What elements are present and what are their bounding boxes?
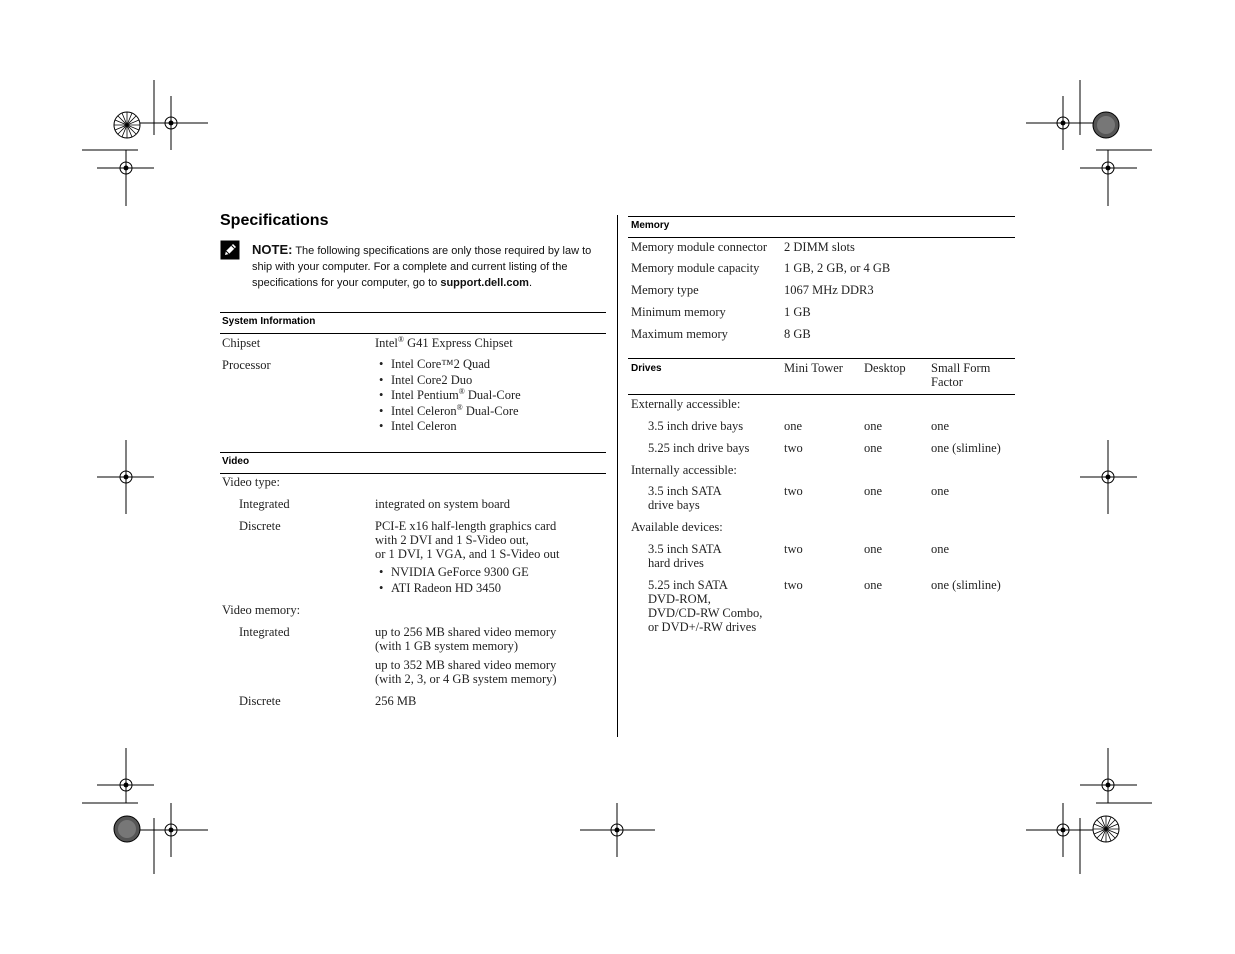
label-line: 3.5 inch SATA bbox=[648, 542, 722, 556]
col-mini-tower: Mini Tower bbox=[784, 361, 843, 375]
label-line: 3.5 inch SATA bbox=[648, 484, 722, 498]
registered-mark: ® bbox=[397, 334, 404, 344]
table-rule bbox=[628, 237, 1015, 238]
drives-header: Drives bbox=[631, 363, 662, 374]
video-memory-label: Video memory: bbox=[222, 603, 301, 617]
processor-name: Intel Celeron bbox=[391, 403, 457, 418]
video-mem-discrete-label: Discrete bbox=[239, 694, 281, 708]
cell-sff: one bbox=[931, 419, 950, 433]
label-line: DVD-ROM, bbox=[648, 592, 711, 606]
video-card-list bbox=[375, 565, 529, 596]
list-item bbox=[375, 388, 521, 404]
chipset-value-post: G41 Express Chipset bbox=[404, 336, 513, 350]
note-label: NOTE: bbox=[252, 242, 293, 257]
discrete-line: with 2 DVI and 1 S-Video out, bbox=[375, 533, 529, 547]
cell-sff: one bbox=[931, 484, 950, 498]
col-desktop: Desktop bbox=[864, 361, 906, 375]
memory-row-label: Memory module connector bbox=[631, 240, 768, 254]
cell-sff: one (slimline) bbox=[931, 441, 1001, 455]
mem-line: up to 256 MB shared video memory bbox=[375, 625, 557, 639]
discrete-line: PCI-E x16 half-length graphics card bbox=[375, 519, 557, 533]
memory-header: Memory bbox=[631, 220, 670, 231]
label-line: hard drives bbox=[648, 556, 704, 570]
external-label: Externally accessible: bbox=[631, 397, 741, 411]
system-info-header: System Information bbox=[222, 316, 316, 327]
mem-line: (with 1 GB system memory) bbox=[375, 639, 519, 653]
video-mem-discrete-value: 256 MB bbox=[375, 694, 417, 708]
cell-mini: one bbox=[784, 419, 803, 433]
registered-mark: ® bbox=[456, 402, 463, 412]
note-body: The following specifications are only those required by law to ship with your computer. For a complete and current listing of the specifications for your computer, go to bbox=[252, 245, 592, 289]
col-sff-line: Factor bbox=[931, 375, 963, 389]
video-mem-integrated-label: Integrated bbox=[239, 625, 290, 639]
video-integrated-value: integrated on system board bbox=[375, 497, 511, 511]
table-rule bbox=[220, 333, 606, 334]
chipset-label: Chipset bbox=[222, 336, 261, 350]
discrete-line: or 1 DVI, 1 VGA, and 1 S-Video out bbox=[375, 547, 560, 561]
processor-name: Intel Celeron bbox=[391, 419, 457, 433]
cell-desktop: one bbox=[864, 441, 883, 455]
cell-mini: two bbox=[784, 542, 803, 556]
cell-sff: one (slimline) bbox=[931, 578, 1001, 592]
note-pencil-icon bbox=[220, 240, 240, 260]
memory-row-value: 8 GB bbox=[784, 327, 811, 341]
table-rule bbox=[220, 452, 606, 453]
video-header: Video bbox=[222, 456, 250, 467]
label-line: or DVD+/-RW drives bbox=[648, 620, 757, 634]
support-link[interactable]: support.dell.com bbox=[440, 277, 529, 289]
processor-list bbox=[375, 357, 521, 435]
video-type-label: Video type: bbox=[222, 475, 280, 489]
memory-row-value: 1 GB bbox=[784, 305, 811, 319]
drive-row-label bbox=[648, 542, 722, 570]
memory-row-value: 1 GB, 2 GB, or 4 GB bbox=[784, 261, 891, 275]
video-mem-integrated-value bbox=[375, 625, 557, 686]
col-sff-line: Small Form bbox=[931, 361, 991, 375]
list-item bbox=[375, 419, 521, 435]
processor-name: Intel Pentium bbox=[391, 388, 459, 402]
memory-row-label: Memory module capacity bbox=[631, 261, 760, 275]
processor-suffix: Dual-Core bbox=[464, 388, 521, 402]
label-line: drive bays bbox=[648, 498, 700, 512]
table-rule bbox=[220, 473, 606, 474]
note-period: . bbox=[528, 277, 533, 289]
cell-desktop: one bbox=[864, 484, 883, 498]
chipset-value-pre: Intel bbox=[375, 336, 398, 350]
page-title: Specifications bbox=[220, 212, 329, 229]
list-item bbox=[375, 357, 521, 373]
processor-label: Processor bbox=[222, 358, 271, 372]
column-divider bbox=[617, 215, 618, 737]
drive-row-label: 3.5 inch drive bays bbox=[648, 419, 744, 433]
available-label: Available devices: bbox=[631, 520, 723, 534]
memory-row-label: Maximum memory bbox=[631, 327, 728, 341]
list-item: • ATI Radeon HD 3450 bbox=[375, 581, 529, 597]
drive-row-label bbox=[648, 578, 762, 634]
mem-line: (with 2, 3, or 4 GB system memory) bbox=[375, 672, 557, 686]
table-rule bbox=[628, 358, 1015, 359]
mem-line: up to 352 MB shared video memory bbox=[375, 658, 557, 672]
cell-mini: two bbox=[784, 578, 803, 592]
table-rule bbox=[220, 312, 606, 313]
processor-name: Intel Core™2 Quad bbox=[391, 357, 491, 371]
col-small-form-factor bbox=[931, 361, 990, 389]
memory-row-label: Minimum memory bbox=[631, 305, 726, 319]
list-item: • NVIDIA GeForce 9300 GE bbox=[375, 565, 529, 581]
list-item bbox=[375, 404, 521, 420]
registered-mark: ® bbox=[458, 386, 465, 396]
label-line: 5.25 inch SATA bbox=[648, 578, 728, 592]
cell-desktop: one bbox=[864, 578, 883, 592]
video-discrete-label: Discrete bbox=[239, 519, 281, 533]
cell-sff: one bbox=[931, 542, 950, 556]
drive-row-label bbox=[648, 484, 722, 512]
cell-desktop: one bbox=[864, 419, 883, 433]
internal-label: Internally accessible: bbox=[631, 463, 737, 477]
label-line: DVD/CD-RW Combo, bbox=[648, 606, 763, 620]
processor-name: Intel Core2 Duo bbox=[391, 372, 473, 387]
memory-row-value: 2 DIMM slots bbox=[784, 240, 855, 254]
list-item bbox=[375, 373, 521, 389]
cell-mini: two bbox=[784, 441, 803, 455]
processor-suffix: Dual-Core bbox=[462, 403, 519, 418]
table-rule bbox=[628, 216, 1015, 217]
video-discrete-value bbox=[375, 519, 559, 561]
cell-desktop: one bbox=[864, 542, 883, 556]
cell-mini: two bbox=[784, 484, 803, 498]
drive-row-label: 5.25 inch drive bays bbox=[648, 441, 750, 455]
table-rule bbox=[628, 394, 1015, 395]
memory-row-label: Memory type bbox=[631, 283, 699, 297]
video-integrated-label: Integrated bbox=[239, 497, 290, 511]
chipset-value bbox=[375, 336, 513, 350]
note-text bbox=[252, 242, 597, 291]
memory-row-value: 1067 MHz DDR3 bbox=[784, 283, 874, 297]
